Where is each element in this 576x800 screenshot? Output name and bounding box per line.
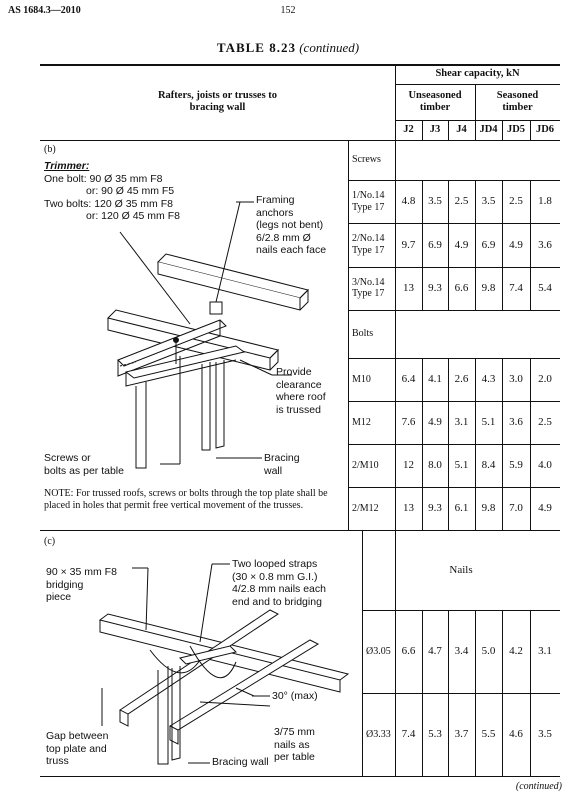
row-label: M10: [352, 373, 371, 385]
callout-line: bridging: [46, 578, 84, 591]
capacity-value: 4.3: [481, 373, 496, 386]
table-number: TABLE 8.23: [216, 40, 296, 55]
capacity-value: 4.0: [538, 459, 552, 472]
table-title: [0, 40, 576, 56]
straps-callout: [232, 558, 326, 608]
grid-line: [502, 358, 503, 530]
row-label: 2/No.14 Type 17: [352, 233, 385, 256]
grid-line: [348, 530, 560, 531]
nails-heading: Nails: [449, 563, 473, 576]
capacity-value: 2.5: [454, 195, 469, 208]
callout-line: Gap between: [46, 730, 109, 742]
capacity-value: 8.4: [481, 459, 496, 472]
col-header-main-text: Rafters, joists or trusses to bracing wall: [157, 89, 278, 113]
callout-line: Framing: [256, 194, 295, 206]
capacity-value: 4.9: [428, 416, 442, 429]
capacity-value: 13: [403, 502, 414, 515]
capacity-value: 3.6: [538, 238, 552, 251]
callout-line: (30 × 0.8 mm G.I.): [232, 570, 318, 583]
capacity-value: 4.9: [509, 238, 523, 251]
col-header-main: [40, 64, 395, 140]
capacity-value: 9.7: [401, 238, 416, 251]
callout-line: nails each face: [256, 244, 327, 257]
table-continued: (continued): [299, 40, 360, 55]
bridging-callout: [46, 566, 117, 604]
grid-line: [448, 358, 449, 530]
clearance-callout: [276, 366, 326, 416]
section-b-label: (b): [44, 144, 56, 155]
row-label: 2/M10: [352, 459, 379, 471]
capacity-value: 5.4: [538, 281, 552, 294]
trimmer-spec: [44, 160, 180, 223]
capacity-value: 6.6: [454, 281, 469, 294]
angle-callout: 30° (max): [272, 690, 318, 702]
callout-line: wall: [264, 464, 283, 477]
page-continued: (continued): [515, 781, 562, 792]
grid-line: [348, 310, 560, 311]
callout-line: Bracing: [264, 452, 300, 464]
capacity-value: 3.5: [428, 195, 442, 208]
callout-line: nails as: [274, 738, 310, 751]
capacity-value: 2.5: [538, 416, 552, 429]
screws-heading: Screws: [352, 154, 381, 166]
capacity-value: 7.4: [401, 728, 416, 741]
capacity-value: 4.7: [428, 645, 442, 658]
trimmer-title: Trimmer:: [44, 160, 90, 172]
callout-line: per table: [274, 751, 315, 764]
capacity-value: 4.9: [454, 238, 469, 251]
row-label: 3/No.14 Type 17: [352, 276, 385, 300]
bracing-wall-callout: [264, 452, 300, 477]
capacity-value: 4.1: [428, 373, 442, 386]
grade-header: J3: [429, 123, 441, 135]
row-label: M12: [352, 416, 371, 428]
capacity-value: 9.8: [481, 502, 496, 515]
callout-line: bolts as per table: [44, 464, 124, 477]
grid-line: [530, 358, 531, 530]
callout-line: clearance: [276, 378, 322, 391]
grade-header: J2: [403, 123, 414, 135]
grid-line: [475, 610, 476, 776]
capacity-value: 5.1: [481, 416, 496, 429]
grid-line: [530, 610, 531, 776]
capacity-value: 2.5: [509, 195, 523, 208]
callout-line: is trussed: [276, 403, 321, 416]
callout-line: (legs not bent): [256, 219, 324, 232]
grade-header: JD5: [506, 123, 526, 135]
capacity-value: 6.6: [401, 645, 416, 658]
callout-line: 4/2.8 mm nails each: [232, 583, 326, 596]
capacity-value: 4.8: [401, 195, 416, 208]
grid-line: [395, 358, 396, 530]
capacity-value: 2.6: [454, 373, 469, 386]
callout-line: 90 × 35 mm F8: [46, 566, 117, 578]
capacity-value: 8.0: [428, 459, 442, 472]
shear-capacity-header: Shear capacity, kN: [435, 67, 520, 79]
capacity-value: 4.2: [509, 645, 523, 658]
grid-line: [362, 776, 560, 777]
capacity-value: 13: [403, 281, 414, 294]
callout-line: piece: [46, 591, 72, 604]
capacity-value: 3.6: [509, 416, 523, 429]
capacity-value: 6.4: [401, 373, 416, 386]
callout-line: Provide: [276, 366, 312, 378]
capacity-value: 7.0: [509, 502, 523, 515]
capacity-value: 4.9: [538, 502, 552, 515]
callout-line: Screws or: [44, 452, 91, 464]
capacity-value: 3.5: [538, 728, 552, 741]
capacity-value: 5.0: [481, 645, 496, 658]
grade-header: JD6: [535, 123, 555, 135]
section-c-label: (c): [44, 536, 56, 547]
grid-line: [422, 180, 423, 310]
capacity-value: 5.9: [509, 459, 523, 472]
bolts-heading: Bolts: [352, 328, 374, 340]
capacity-value: 3.5: [481, 195, 496, 208]
capacity-value: 5.5: [481, 728, 496, 741]
trimmer-line: One bolt: 90 Ø 35 mm F8: [44, 172, 163, 185]
seasoned-header: [475, 84, 560, 120]
seasoned-text: Seasoned timber: [496, 89, 539, 113]
capacity-value: 9.3: [428, 281, 442, 294]
unseasoned-text: Unseasoned timber: [408, 89, 462, 113]
grid-line: [395, 180, 396, 310]
capacity-value: 3.1: [538, 645, 552, 658]
capacity-value: 9.8: [481, 281, 496, 294]
trimmer-line: or: 120 Ø 45 mm F8: [86, 210, 180, 223]
grid-line: [448, 180, 449, 310]
nails-callout: [274, 726, 315, 764]
callout-line: 3/75 mm: [274, 726, 315, 738]
capacity-value: 3.1: [454, 416, 469, 429]
standard-reference: AS 1684.3—2010: [8, 5, 81, 16]
grid-line: [395, 610, 396, 776]
callout-line: Two looped straps: [232, 558, 318, 570]
page-number: 152: [280, 5, 296, 16]
grid-line: [475, 180, 476, 310]
capacity-value: 9.3: [428, 502, 442, 515]
trimmer-line: Two bolts: 120 Ø 35 mm F8: [44, 197, 173, 210]
unseasoned-header: [395, 84, 475, 120]
gap-callout: [46, 730, 108, 768]
row-label: 2/M12: [352, 502, 379, 514]
capacity-value: 7.4: [509, 281, 523, 294]
capacity-value: 6.9: [481, 238, 496, 251]
callout-line: 6/2.8 mm Ø: [256, 231, 311, 244]
grid-line: [422, 610, 423, 776]
capacity-value: 2.0: [538, 373, 552, 386]
grid-line: [475, 358, 476, 530]
grid-line: [448, 610, 449, 776]
screws-bolts-callout: [44, 452, 124, 477]
capacity-value: 1.8: [538, 195, 552, 208]
callout-line: truss: [46, 755, 69, 768]
capacity-value: 3.0: [509, 373, 523, 386]
grid-line: [40, 140, 560, 141]
grid-line: [502, 610, 503, 776]
callout-line: anchors: [256, 206, 294, 219]
callout-line: top plate and: [46, 742, 107, 755]
capacity-value: 6.1: [454, 502, 469, 515]
capacity-value: 12: [403, 459, 414, 472]
capacity-value: 7.6: [401, 416, 416, 429]
callout-line: end and to bridging: [232, 595, 322, 608]
row-label: 1/No.14 Type 17: [352, 190, 385, 213]
capacity-value: 5.3: [428, 728, 442, 741]
grid-line: [530, 180, 531, 310]
row-label: Ø3.05: [366, 645, 391, 657]
grid-line: [422, 358, 423, 530]
callout-line: where roof: [276, 391, 326, 404]
grade-header: JD4: [479, 123, 498, 135]
framing-anchors-callout: [256, 194, 326, 257]
capacity-value: 3.4: [454, 645, 469, 658]
grade-header: J4: [456, 123, 467, 135]
grid-line: [502, 180, 503, 310]
trimmer-line: or: 90 Ø 45 mm F5: [86, 185, 175, 198]
bracing-wall-label: Bracing wall: [212, 756, 269, 768]
capacity-value: 5.1: [454, 459, 469, 472]
capacity-value: 6.9: [428, 238, 442, 251]
capacity-value: 3.7: [454, 728, 469, 741]
trussed-roof-note: NOTE: For trussed roofs, screws or bolts through the top plate shall be placed in holes that permit free vertical movement of the trusses.: [44, 488, 328, 511]
row-label: Ø3.33: [366, 728, 391, 740]
capacity-value: 4.6: [509, 728, 523, 741]
